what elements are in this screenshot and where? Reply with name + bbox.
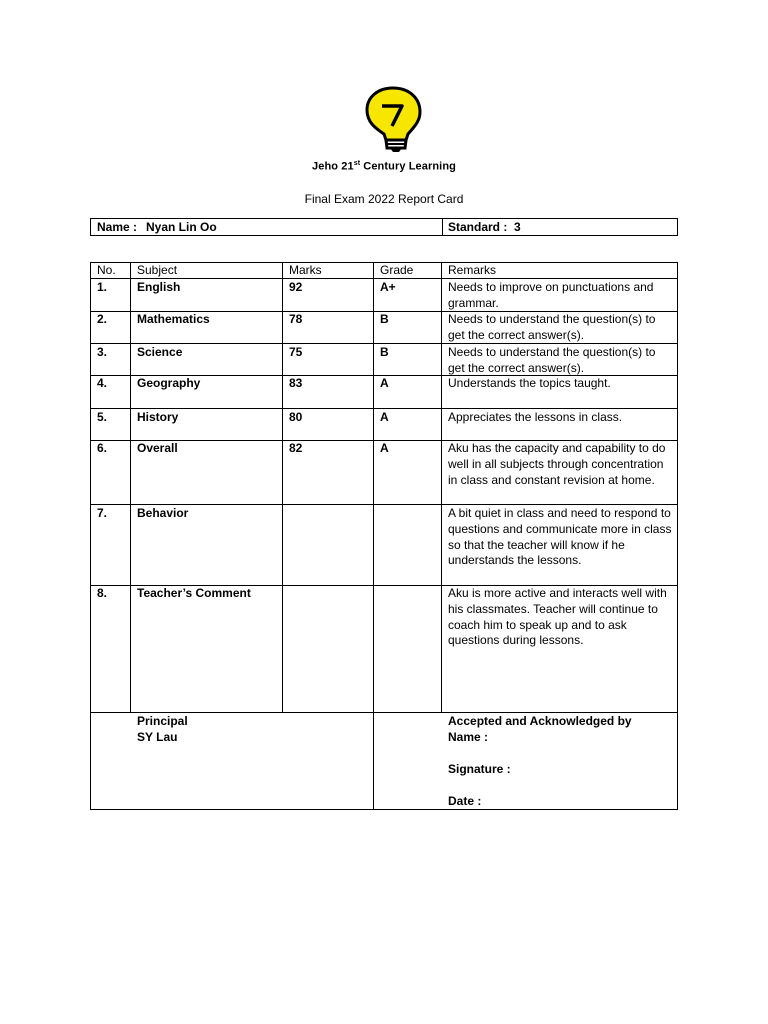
row-subject: Science [137,345,183,359]
row-remarks: Appreciates the lessons in class. [448,410,623,424]
row-remarks: Understands the topics taught. [448,376,611,390]
accepted-label: Accepted and Acknowledged by [448,714,632,728]
student-info-row [90,218,678,236]
row-no: 2. [97,312,108,326]
row-marks: 78 [289,312,303,326]
row-subject: Mathematics [137,312,210,326]
lightbulb-logo-icon [362,84,424,154]
report-title: Final Exam 2022 Report Card [304,192,464,206]
header-grade: Grade [380,263,414,277]
row-marks: 75 [289,345,303,359]
row-no: 1. [97,280,108,294]
row-marks: 82 [289,441,303,455]
row-remarks: Aku has the capacity and capability to do well in all subjects through concentration in class and constant revision at home. [448,441,666,487]
row-marks: 80 [289,410,303,424]
standard-label: Standard : [448,220,508,234]
name-label: Name : [97,220,138,234]
col-line [282,263,283,712]
row-grade: B [380,312,389,326]
row-grade: A [380,410,389,424]
col-line [441,263,442,712]
row-grade: A [380,376,389,390]
row-grade: B [380,345,389,359]
row-subject: Teacher’s Comment [137,586,251,600]
row-marks: 83 [289,376,303,390]
student-name: Nyan Lin Oo [146,220,217,234]
row-subject: English [137,280,181,294]
signature-label: Signature : [448,762,511,776]
header-remarks: Remarks [448,263,497,277]
row-remarks: Needs to understand the question(s) to get the correct answer(s). [448,345,656,375]
row-no: 7. [97,506,108,520]
row-line [91,408,677,409]
header-marks: Marks [289,263,322,277]
standard-value: 3 [514,220,521,234]
row-remarks: Aku is more active and interacts well with his classmates. Teacher will continue to coach him to speak up and to ask questions during lessons. [448,586,667,648]
row-remarks: Needs to improve on punctuations and grammar. [448,280,654,310]
row-no: 5. [97,410,108,424]
row-remarks: Needs to understand the question(s) to get the correct answer(s). [448,312,656,342]
col-line [130,263,131,712]
results-table [90,262,678,810]
row-subject: Geography [137,376,201,390]
school-name: Jeho 21st Century Learning [312,160,456,173]
row-subject: Behavior [137,506,189,520]
row-subject: History [137,410,179,424]
date-label: Date : [448,794,482,808]
row-no: 6. [97,441,108,455]
header-no: No. [97,263,116,277]
principal-label: Principal [137,714,188,728]
row-no: 4. [97,376,108,390]
row-remarks: A bit quiet in class and need to respond to questions and communicate more in class so that the teacher will know if he understands the lessons. [448,506,672,568]
row-grade: A [380,441,389,455]
col-line [373,263,374,809]
row-line [91,504,677,505]
row-marks: 92 [289,280,303,294]
info-divider [442,219,443,235]
row-no: 3. [97,345,108,359]
principal-name: SY Lau [137,730,178,744]
acknowledge-name-label: Name : [448,730,489,744]
row-subject: Overall [137,441,178,455]
row-grade: A+ [380,280,396,294]
row-no: 8. [97,586,108,600]
header-subject: Subject [137,263,178,277]
row-line [91,712,677,713]
